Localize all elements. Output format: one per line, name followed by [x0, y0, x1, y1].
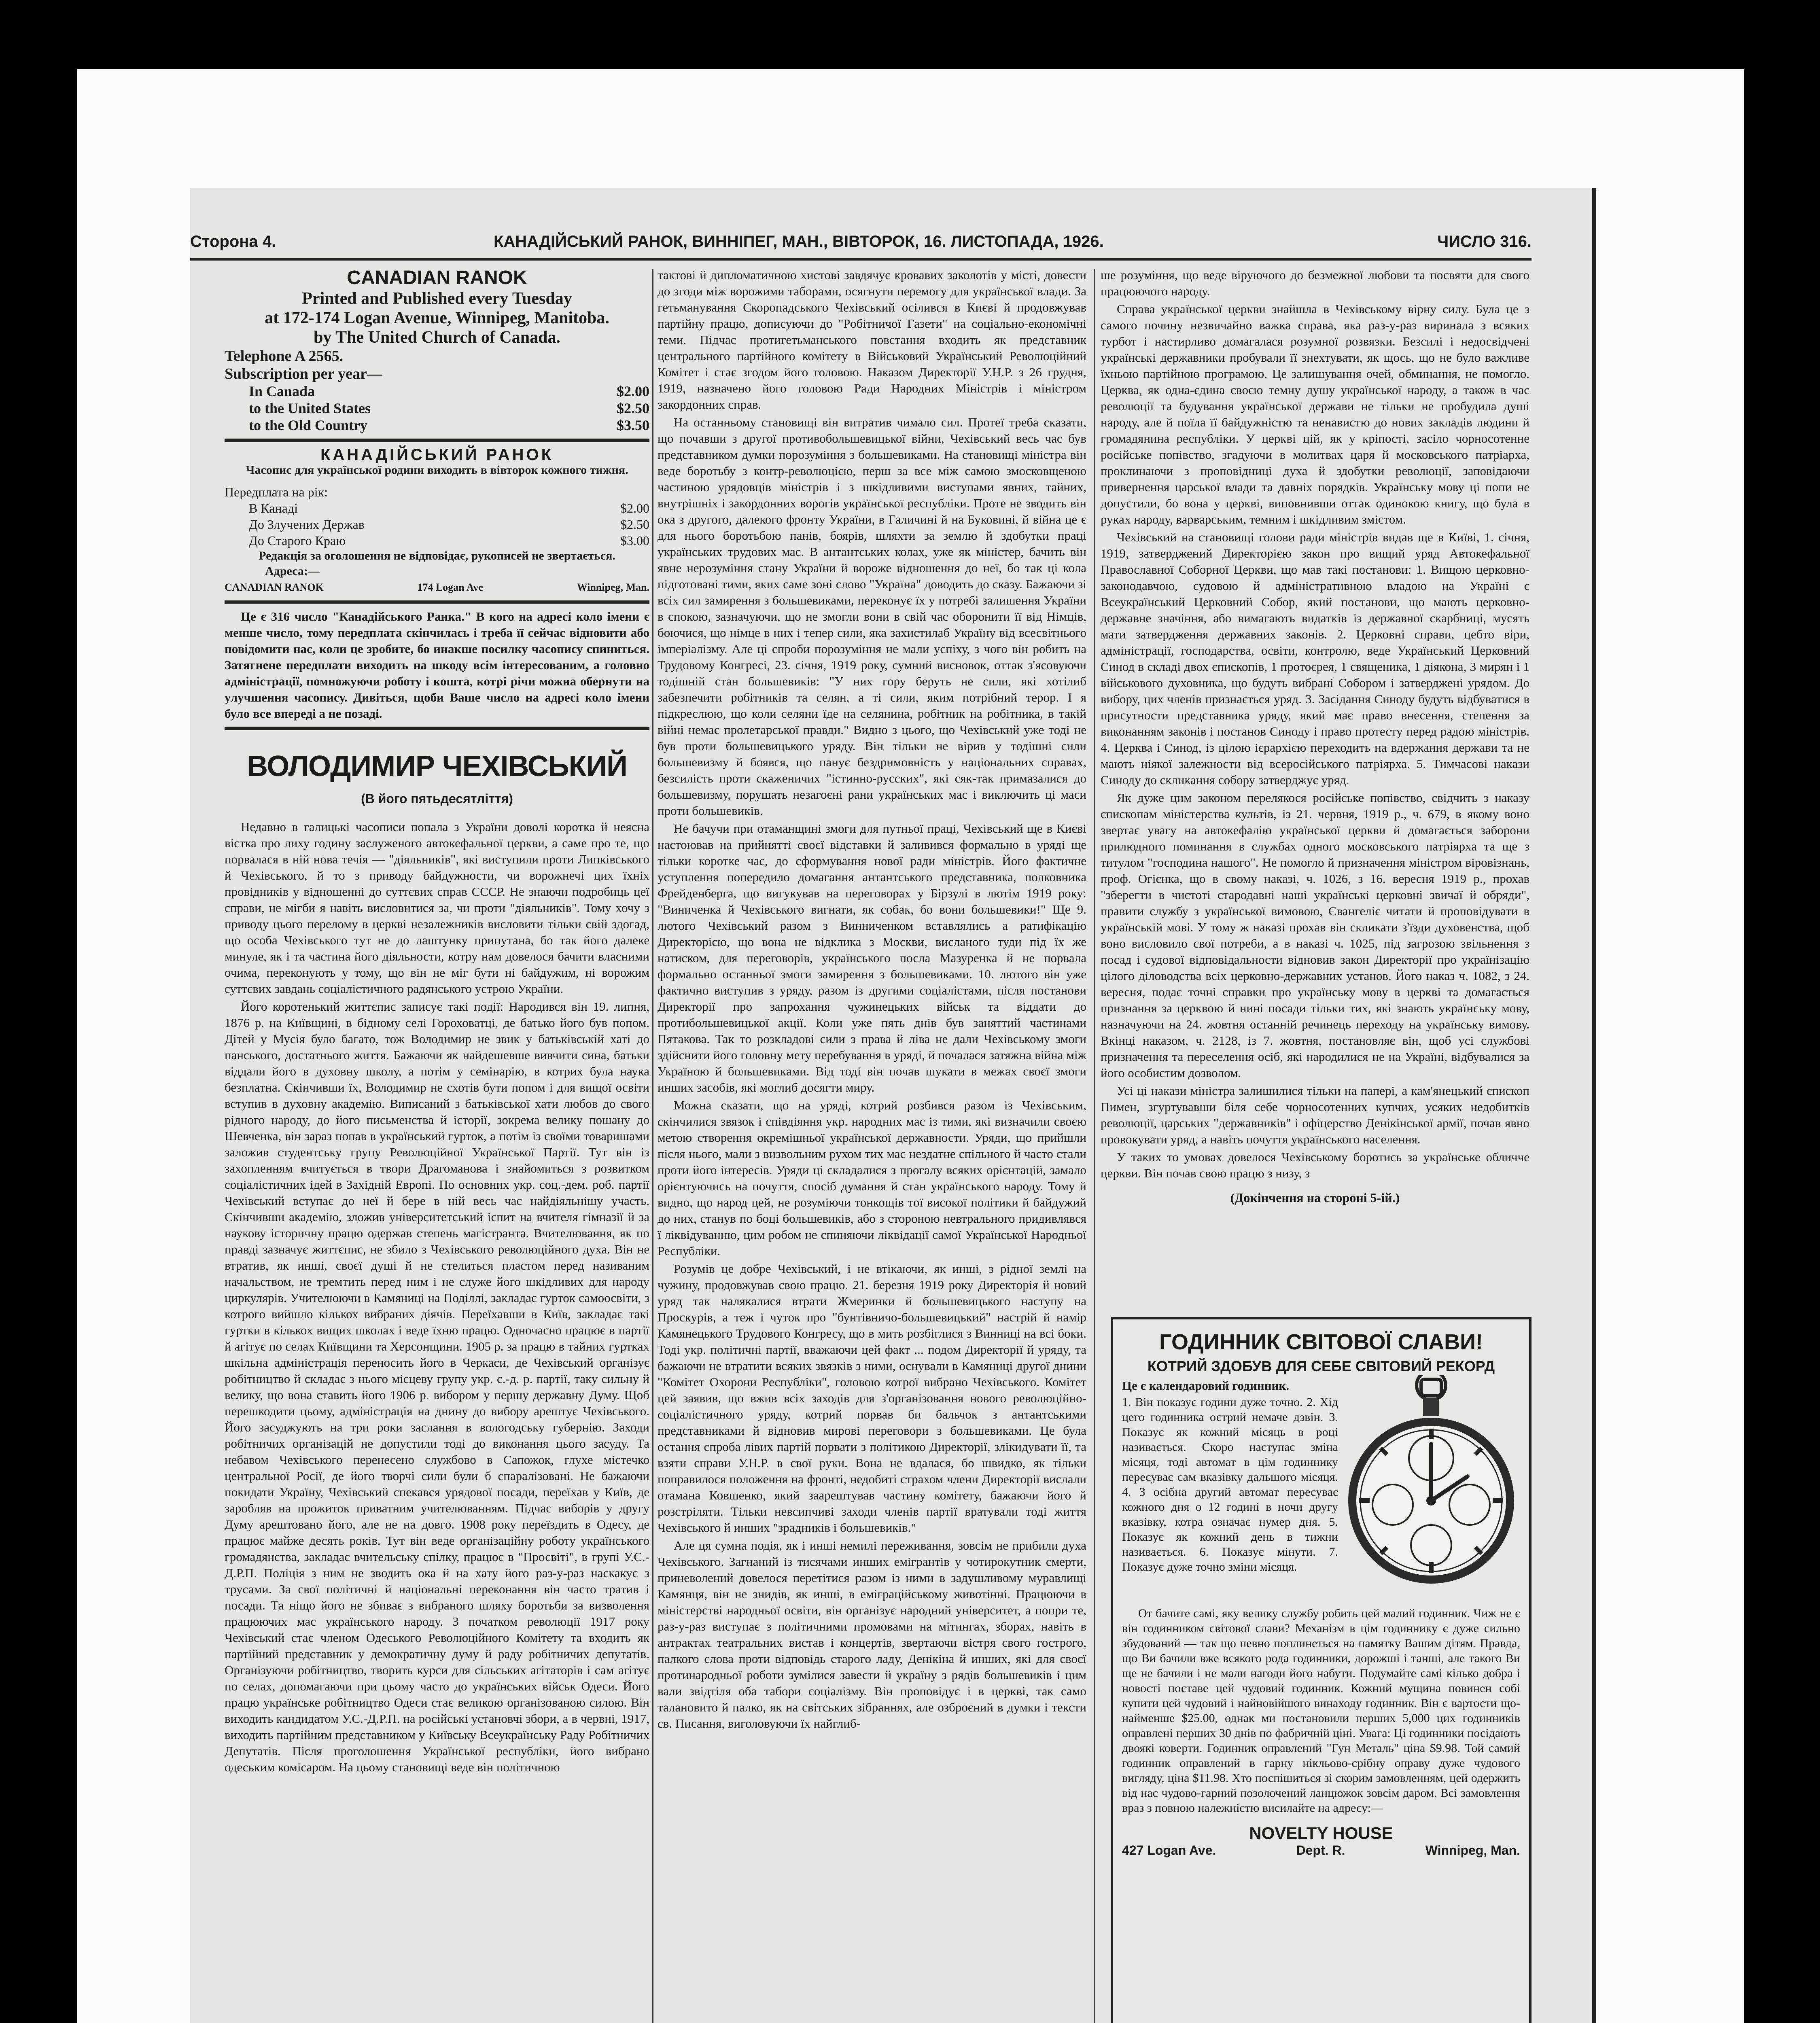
masthead-subscription: Subscription per year— [225, 365, 382, 382]
ad-dept: Dept. R. [1296, 1843, 1345, 1858]
article-headline: ВОЛОДИМИР ЧЕХІВСЬКИЙ [247, 750, 627, 782]
page-header [190, 233, 1532, 257]
ua-address-label: Адреса:— [265, 564, 320, 578]
newspaper-dateline: КАНАДІЙСЬКИЙ РАНОК, ВИННІПЕГ, МАН., ВІВТОРОК, 16. ЛИСТОПАДА, 1926. [494, 233, 1104, 250]
ua-price-row: До Старого Краю $3.00 [249, 533, 649, 548]
masthead-publisher: by The United Church of Canada. [314, 328, 560, 347]
ua-price-row: До Злучених Держав $2.50 [249, 517, 649, 532]
article-paragraph: Розумів це добре Чехівський, і не втікаючи, як инші, з рідної землі на чужину, продовжував свою працю. 21. березня 1919 року Директорія й новий уряд так налякалися втрати Жмеринки й большевицького наступу на Проскурів, а теж і чуток про "бунтівничо-большевицький" настрій й намір Камянецького Трудового Конгресу, що в мить розбіглися з Винниці на всі боки. Тоді укр. політичні партії, вважаючи цей факт ... подом Директорії й уряду, та бажаючи не втратити всяких звязків з ними, оснували в Камяниці другої днини "Комітет Охорони Республіки", головою котрої вибрано Чехівського. Комітет цей заявив, що вжив всіх заходів для з'організовання нового революційно-соціалістичного уряду, котрий порвав би бальчок з антантськими представниками й відновив мирові переговори з большевиками. Це була остання спроба лівих партій порвати з політикою Директорії, злікидувати її, та взяти справи У.Н.Р. в свої руки. Вона не вдалася, бо швидко, як тільки поправилося положення на фронті, недобиті страхом члени Директорії вислали отамана Ковшенко, який заарештував частину комітету, бажаючи його й розстріляти. Тільки невсипчиві заходи членів партії вратували тоді життя Чехівського й инших "зрадників і большевиків." [658, 1262, 1086, 1535]
column-1 [225, 267, 649, 1777]
article-paragraph: Недавно в галицькі часописи попала з України доволі коротка й неясна вістка про лиху годину заслуженого автокефальної церкви, а саме про те, що порвалася в ній нова течія — "діяльників", які виступили проти Липківського й Чехівського, й то з приводу байдужности, чи ворожнечі цих їхніх провідників у відношенні до суттєвих справ СССР. Не знаючи подробиць цеї справи, не мігби я навіть висловитися за, чи проти "діяльників". Тому хочу з приводу цього переломy в церкві незалежників висловити тільки свій здогад, що особа Чехівського тут не до лаштунку припутана, бо так його далеке минуле, як і та частина його діяльности, котру нам довелося бачити власними очима, переконують у тому, що він не міг бути ні байдужим, ні ворожим суттєвих завдань соціалістичного радянського устрою України. [225, 820, 649, 996]
article-paragraph: Можна сказати, що на уряді, котрий розбився разом із Чехівським, скінчилися звязок і співдіяння укр. народних мас із тими, які визначили своєю метою створення окремішньої української державности. Уряди, що прийшли після нього, мали з визвольним рухом тих мас нездатне спільного й часто стали проти його інтересів. Уряди ці складалися з прогалу всяких орієнтацій, замало орієнтуючись на почуття, спосіб думання й стан українського народу. Тому й видно, що народ цей, не розуміючи тонкощів тої високої політики й байдужий до них, станув по боці большевиків, або з стороною невтрального придивлявся ї ліквідуванню, цим робом не спиняючи ліквідації самої Української Народньої Республіки. [658, 1098, 1086, 1258]
article-paragraph: тактові й дипломатичною хистові завдячує кровавих заколотів у місті, довести до згоди між ворожими таборами, осягнути перемогу для української влади. За гетьманування Скоропадського Чехівський осілився в Києві й продовжував партійну працю, дописуючи до "Робітничої Газети" на соціально-економічні теми. Підчас протигетьманського повстання входить як представник центрального партійного комітету в Військовий Український Революційний Комітет і стає згодом його головою. Наказом Директорії У.Н.Р. з 26 грудня, 1919, назначено його головою Ради Народних Міністрів і міністром закордонних справ. [658, 268, 1086, 411]
masthead-telephone: Telephone A 2565. [225, 348, 344, 365]
masthead-printed: Printed and Published every Tuesday [302, 289, 572, 308]
masthead-address: at 172-174 Logan Avenue, Winnipeg, Manitoba. [265, 309, 609, 327]
continued-note: (Докінчення на стороні 5-ій.) [1230, 1190, 1400, 1205]
ua-masthead-name: КАНАДІЙСЬКИЙ РАНОК [320, 446, 554, 464]
article-paragraph: Справа української церкви знайшла в Чехівському вірну силу. Була це з самого почину незвичайно важка справа, яка раз-у-раз виринала з всяких турбот і настирливо домагалася розумної розвязки. Безсилі і недосвідчені українські державники пробували її знехтувати, як щось, що не було важливе їхньою партійною програмою. Це залишування очей, обминання, не помогло. Церква, як одна-єдина своєю темну душу української народу, а також в час революції та будування української держави не тільки не пробудила душі народу, але й поїла її байдужністю та ненавистю до нових закладів людини й громадянина республіки. У церкві цій, як у кріпості, засіло чорносотенне російське попівство, згадуючи в молитвах царя й московського патріарха, проклинаючи з проповідниці духа й здобутки революції, заповідаючи привернення царської влади та давніх порядків. Українську мову ці попи не допустили, бо вона у церкві, виповнивши оттак одинокою книгу, що була в руках народу, варварським, темним і шкідливим змістом. [1101, 302, 1529, 526]
divider [225, 727, 649, 730]
article-paragraph: Як дуже цим законом перелякося російське попівство, свідчить з наказу єпископам міністерства культів, із 21. червня, 1919 р., ч. 679, в якому воно звертає увагу на автокефалію української церкви й домагається заборони прилюдного поминання в службах одного московського патріярха та ще з титулом "господина нашого". Не помогло й призначення міністром віровізнань, проф. Огієнка, що в свому наказі, ч. 1026, з 16. вересня 1919 р., прохав "зберегти в чистоті стародавні наші українські церковні звичаї й обряди", правити службу з української вимовою, Євангеліє читати й проповідувати в українській мові. У тому ж наказі прохав він скликати з'їзди духовенства, щоб воно висловило свої потреби, а в наказі ч. 1025, під загрозою звільнення з посад і судової відповідальности відновив закон Директорії про українізацію цілого діловодства всіх церковно-державних установ. Його наказ ч. 1082, з 24. вересня, подає точні справки про українську мову в церкві та домагається признання за церквою й нині посади тільки тих, які знають українську мову, назначуючи на 24. жовтня останній речинець переходу на українську вимову. Вкінці наказом, ч. 2128, із 7. жовтня, постановляє він, щоб усі службові призначення та переселення осіб, які народилися не на Україні, відбувалися за його особистим дозволом. [1101, 791, 1529, 1080]
watch-advertisement [1111, 1317, 1532, 2023]
ad-company: NOVELTY HOUSE [1249, 1824, 1393, 1843]
ad-features [1122, 1375, 1520, 1602]
ad-city: Winnipeg, Man. [1425, 1843, 1520, 1858]
article-paragraph: У таких то умовах довелося Чехівському боротись за українське обличче церкви. Він почав свою працю з низу, з [1101, 1150, 1529, 1180]
price-row: In Canada $2.00 [249, 383, 649, 399]
article-paragraph: Усі ці накази міністра залишилися тільки на папері, а кам'янецький єпископ Пимен, згуртувавши біля себе чорносотенних купчих, усяких недобитків революції, царських "державників" і офіцерство Денікінської армії, почав явно провокувати уряд, а навіть почуття українського населення. [1101, 1084, 1529, 1146]
article-paragraph: На останньому становищі він витратив чимало сил. Протеї треба сказати, що почавши з другої противобольшевицької війни, Чехівський весь час був представником думки порозуміння з большевиками. На становищі міністра він веде боротьбу з контр-революцією, перш за все між самою змосковщеною частиною урядовців міністрів і з шкідливими виступами явних, тайних, внутрішніх і закордонних ворогів української республіки. Проте не зводить він ока з другого, далекого фронту України, в Галичині й на Буковині, й війна це є для нього боротьбою панів, боярів, шляхти за землю й здобутки праці українських трудових мас. В антантських колах, уже як міністер, бачить він явне нерозуміння стану України й вороже відношення до неї, бо так ці кола підготовані тими, яких саме зоні слово "Україна" доводить до сказу. Бажаючи зі всіх сил замирення з большевиками, переконує їх у потребі залишення України в спокою, зазначуючи, що не змогли вони в свій час оборонити її від Німців, боючися, що німце в них і тепер сили, яка захистилаб Україну від всесвітнього імперіалізму. Але ці спроби порозуміння не мали успіху, з чого він робить на Трудовому Конгресі, 23. січня, 1919 року, сумний висновок, оттак з'ясовуючи тодішній стан большевиків: "У них гору беруть не сили, які хотілиб забезпечити робітників та селян, а ті сили, яким потрібний терор. І я підкреслюю, що коли селяни їде на селянина, робітник на робітника, в такій війні немає пролетарської правди." Видно з цього, що Чехівський уже тоді не був проти большевицького уряду. Він тільки не вірив у тодішні сили большевизму й боявся, що панує бездримовність у національних справах, безсилість проти скаженичих "істинно-русских", які сяк-так примазалися до большевизму, порушать незагоєні рани українських мас і виключить ці маси проти большевиків. [658, 415, 1086, 818]
price-row: to the United States $2.50 [249, 400, 649, 416]
article-paragraph: Не бачучи при отаманщині змоги для путньої праці, Чехівський ще в Києві настоював на прийнятті своєї відставки й заливився формально в уряді ще тільки коротке час, до сформування нової ради міністрів. Його фактичне уступлення попередило домагання антантського представника, полковника Фрейденберга, що вигукував на переговорах у Бірзулі в лютім 1919 року: "Виниченка й Чехівського вигнати, як собак, бо вони большевики!" Ще 9. лютого Чехівський разом з Винниченком вставлялись а ратифікацію Директорією, що вона не відклика з Москви, висланого туди під їх же натиском, для переговорів, українського посла Мазуренка й не порвала формально останньої змоги замирення з большевиками. 10. лютого він уже фактично виступив з уряду, разом із другими соціалістами, після постанови Директорії про запрохання чужинецьких військ та віддати до протибольшевицької акції. Коли уже пять днів був заняттий частинами Пятакова. Так то розкладові сили з права й ліва не дали Чехівському змоги здійснити його головну мету перебування в уряді, й почалася затяжна війна між Україною й большевиками. Від тоді він почав шукати в межах своєї змоги инших засобів, які моглиб досягти миру. [658, 821, 1086, 1094]
ua-address: CANADIAN RANOK 174 Logan Ave Winnipeg, Man. [225, 581, 649, 593]
column-rule-1 [652, 269, 653, 2023]
ad-feature-list: 1. Він показує години дуже точно. 2. Хід цего годинника острий немаче дзвін. 3. Показує як кожний місяць в році називається. Скоро наступає зміна місяця, тоді автомат в цім годиннику пересуває сам вказівку дальшого місяця. 4. З осібна другий автомат пересуває кожного дня о 12 годині в ночи другу вказівку, котра означає нумер дня. 5. Показує як кожний день в тижни називається. 6. Показує мінути. 7. Показує дуже точно зміни місяця. [1122, 1395, 1338, 1573]
article-paragraph: ше розуміння, що веде віруючого до безмежної любови та посвяти для свого працюючого народу. [1101, 268, 1529, 298]
ad-address [1122, 1843, 1520, 1858]
article-subtitle: (В його пятьдесятліття) [361, 791, 513, 806]
column-2 [658, 267, 1086, 2023]
ua-disclaimer: Редакція за оголошення не відповідає, рукописей не звертається. [259, 549, 615, 562]
article-paragraph: Але ця сумна подія, як і инші немилі переживання, зовсім не прибили духа Чехівського. Загнаний із тисячами инших емігрантів у чотирокутник смерти, приневолений довелося перетітися разом із ними в задушливому муравлищі Камянця, він не знидів, як инші, в еміграційському животінні. Працюючи в міністерстві народньої освіти, він організує народний університет, а попри те, раз-у-раз виступає з політичними промовами на мітингах, зборах, навіть в антрактах театральних вистав і концертів, звертаючи вістря свого гострого, палкого слова проти відповідь старого ладу, Денікіна й инших, які для своєї протинародньої роботи зумілися завести й україну з рядів большевиків і цим вали звідтіля оба табори соціалізму. Він проповідує і в церкві, так само талановито й палко, як на світських зібраннях, але озброєний в думки і тексти св. Писання, виголовуючи їх найглиб- [658, 1538, 1086, 1730]
ua-masthead-tagline: Часопис для української родини виходить в вівторок кожного тижня. [246, 463, 628, 477]
ad-title: ГОДИННИК СВІТОВОЇ СЛАВИ! [1159, 1330, 1483, 1354]
page-number: Сторона 4. [190, 233, 276, 250]
ua-subscription-label: Передплата на рік: [225, 485, 328, 499]
divider [225, 439, 649, 442]
pocket-watch-icon [1342, 1375, 1520, 1602]
article-paragraph: Його коротенький життєпис записує такі події: Народився він 19. липня, 1876 р. на Київщині, в бідному селі Гороховатці, де батько його був попом. Дітей у Мусія було багато, тож Володимир не звик у батьківській хаті до панського, достатнього життя. Бажаючи як найдешевше вивчити сина, батьки віддали його в духовну школу, а потім у семінарію, в котрих була наука безплатна. Скінчивши їх, Володимир не схотів бути попом і для вищої освіти вступив в духовну академію. Виписаний з батьківської хати любов до свого рідного народу, до його письменства й історії, зокрема велику пошану до Шевченка, він зараз попав в український гурток, а потім із своїми товаришами заложив студентську групу Революційної Української Партії. Тут він із захопленням вчитується в твори Драгоманова і знайомиться з розвитком соціалістичних ідей в Західній Европі. По основних укр. соц.-дем. роб. партії Чехівський вступає до неї й бере в ній весь час найдіяльнішу участь. Скінчивши академію, зложив університетський іспит на вчителя гімназії й за наукову історичну працю одержав степень магістранта. Вчителювання, як по правді зазначує життєпис, не збило з Чехівського революційного духа. Він не втратив, як инші, своєї душі й не стелиться пластом перед називаним начальством, не тремтить перед ним і не служе його шкідливих для народу циркулярів. Учителюючи в Камяниці на Поділлі, закладає гурток самоосвіти, з котрого вийшло кількох вибраних діячів. Переїхавши в Київ, закладає такі гуртки в кількох вищих школах і веде їхню працю. Одночасно працює в партії й агітує по селах Київщини та Херсонщини. 1905 р. за працю в тайних гуртках шкільна адміністрація переносить його в Черкаси, де Чехівський організує робітництво й складає з нього місцеву групу укр. с.-д. р. партії, таку сильну й велику, що вона ставить його 1906 р. вибором у першу державну Думу. Щоб перешкодити цьому, адміністрація на днину до вибору арештує Чехівського. Його засуджують на три роки заслання в вологодську губернію. Заходи робітничих організацій не допустили тоді до виконання цього засуду. Та небавом Чехівського перенесено службово в Сапожок, глухе містечко центральної Росії, де його творчі сили були б спаралізовані. Не бажаючи покидати Україну, Чехівський спекався урядової посади, переїхав у Київ, де заробляв на прожиток приватним учителюванням. Підчас виборів у другу Думу арештовано його, але не на довго. 1908 року переїздить в Одесу, де працює майже десять років. Тут він веде організаційну роботу українського громадянства, закладає вчительську спілку, працює в "Просвіті", в групі У.С.-Д.Р.П. Поліція з ним не зводить ока й на хату його раз-у-раз наскакує з трусами. За свої політичні й національні переконання він часто тратив і посади. Та ніщо його не збиває з вибраного шляху боротьби за визволення працюючих мас українського народу. З початком революції 1917 року Чехівський стає членом Одеського Революційного Комітету та входить як партійний представник у демократичну думу й раду робітничих депутатів. Організуючи робітництво, творить курси для сільських агітаторів і сам агітує по селах, допомагаючи при цьому часто до українських військ Одеси. Його працю українське робітництво Одеси стає великою організованою силою. Він виходить кандидатом У.С.-Д.Р.П. на російські установчі збори, а в червні, 1917, виходить партійним представником у Київську Всеукраїнську Раду Робітничих Депутатів. Після проголошення Української республіки, його вибрано одеським комісаром. На цьому становищі веде він політичною [225, 999, 649, 1774]
price-row: to the Old Country $3.50 [249, 417, 649, 433]
ad-street: 427 Logan Ave. [1122, 1843, 1216, 1858]
subscription-notice: Це є 316 число "Канадійського Ранка." В кого на адресі коло імени є менше число, тому передплата скінчилась і треба її сейчас відновити або повідомити нас, коли це зробите, бо инакше посилку часопису спиниться. Затягнене передплати виходить на шкоду всім інтересованим, а головно адміністрації, помножуючи роботу і кошта, котрі річи можна обернути на улучшення часопису. Дивіться, щоби Ваше число на адресі коло імени було все впереді а не позаді. [225, 609, 649, 721]
ad-lead: Це є календаровий годинник. [1122, 1378, 1289, 1393]
article-paragraph: Чехівський на становищі голови ради міністрів видав ще в Київі, 1. січня, 1919, затверджений Директорією закон про вищий уряд Автокефальної Православної Соборної Церкви, що мав такі постанови: 1. Вищою церковно-законодавчою, судовою й адміністративною владою на Україні є Всеукраїнський Церковний Собор, який постанови, що мають церковно-державне значіння, або вимагають видатків із державної скарбниці, мусять мати затвердження державних законів. 2. Церковні справи, цебто віри, адміністрації, господарства, освіти, контролю, веде Український Церковний Синод в складі двох єпископів, 1 протоєрея, 1 священика, 1 діякона, 3 мирян і 1 військового духовника, що будуть вибрані Собором і затверджені урядом. До вибору, цих членів признається уряд. 3. Засідання Синоду будуть відбуватися в присутности представника уряду, який має право внесення, степення за виконанням законів і постанов Синоду і право протесту перед радою міністрів. 4. Церква і Синод, із цілою ієрархією переходить на вдержання держави та не мають ніякої залежности від всеросійського патріярха. 5. Тимчасові накази Синоду до скликання собору затверджує уряд. [1101, 530, 1529, 787]
masthead-name: CANADIAN RANOK [347, 267, 527, 288]
ad-subtitle: КОТРИЙ ЗДОБУВ ДЛЯ СЕБЕ СВІТОВИЙ РЕКОРД [1147, 1358, 1495, 1374]
column-rule-2 [1094, 269, 1095, 2023]
divider [225, 600, 649, 604]
column-3 [1101, 267, 1529, 1303]
header-rule [190, 258, 1532, 261]
ua-price-row: В Канаді $2.00 [249, 501, 649, 515]
issue-number: ЧИСЛО 316. [1437, 233, 1532, 250]
ad-body-text: От бачите самі, яку велику службу робить цей малий годинник. Чиж не є він годинником світової слави? Механізм в цім годиннику є дуже сильно збудований — так що певно поплинеться на памятку Вашим дітям. Правда, що Ви бачили вже всякого рода годинники, дорожші і танші, але такого Ви ще не бачили і не мали нагоди його набути. Подумайте самі кілько добра і новості поставе цей чудовий годинник. Кожний мущина повинен собі купити цей чудовий і найновійшого винаходу годинник. Він є вартости що-найменше $25.00, однак ми постановили перших 5,000 цих годинників оправлені перших 30 днів по фабричній ціні. Увага: Ці годинники посідають двоякі коверти. Годинник оправлений "Гун Металь" ціна $9.98. Той самий годинник оправлений в гарну нікльово-срібну оправу дуже чудового вигляду, ціна $11.98. Хто поспішиться зі скорим замовленням, цей одержить від нас чудово-гарний позолочений ланцюжок зовсім даром. Всі замовлення враз з повною належністю висилайте на адресу:— [1122, 1607, 1520, 1815]
english-masthead [225, 267, 649, 434]
ukrainian-masthead [225, 447, 649, 596]
